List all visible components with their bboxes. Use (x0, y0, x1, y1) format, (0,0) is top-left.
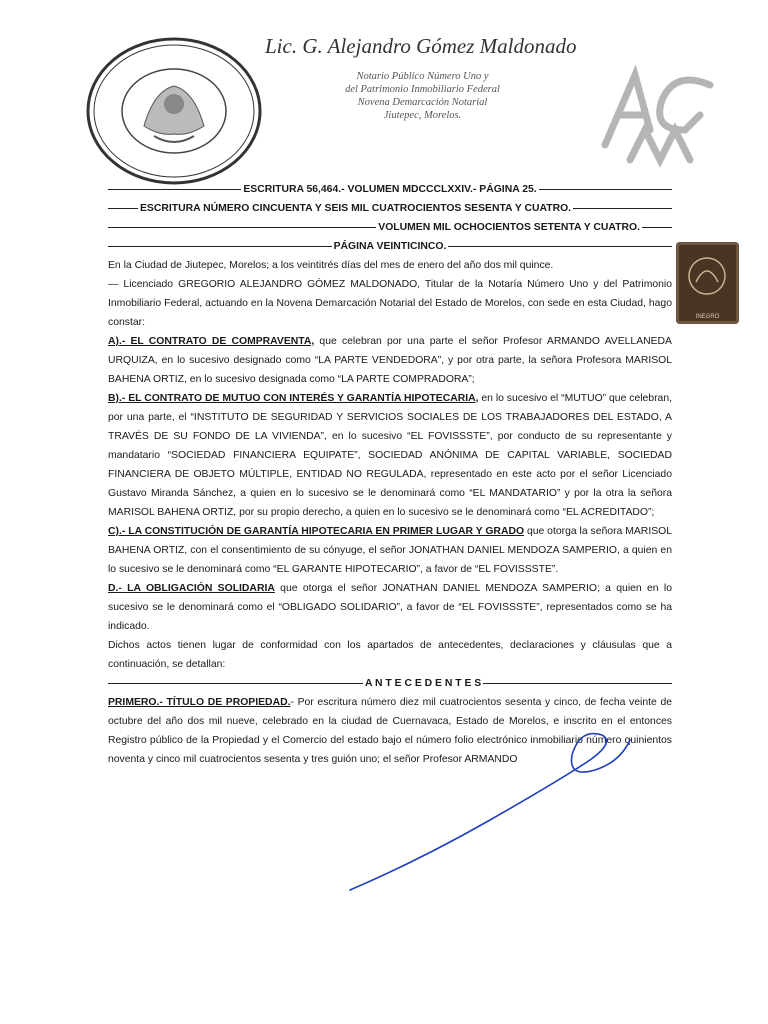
stamp-label: INEGRO (695, 314, 720, 320)
item-title: D.- LA OBLIGACIÓN SOLIDARIA (108, 583, 275, 594)
notary-line: del Patrimonio Inmobiliario Federal (345, 84, 500, 95)
primero-body: - Por escritura número diez mil cuatrocientos sesenta y cinco, de fecha veinte de octubre del año dos mil nueve, celebrado en la ciudad de Cuernavaca, Estado de Morelos, e inscrito en el entonces Registro público de la Propiedad y el Comercio del estado bajo el número folio electrónico inmobiliario número quinientos noventa y cinco mil cuatrocientos sesenta y tres guión uno; el señor Profesor ARMANDO (108, 697, 672, 765)
item-title: C).- LA CONSTITUCIÓN DE GARANTÍA HIPOTECARIA EN PRIMER LUGAR Y GRADO (108, 526, 525, 537)
heading-line: ESCRITURA NÚMERO CINCUENTA Y SEIS MIL CUATROCIENTOS SESENTA Y CUATRO. (108, 199, 672, 218)
item-b (108, 389, 672, 522)
notary-seal (84, 36, 264, 186)
antecedentes-heading: A N T E C E D E N T E S (108, 674, 672, 693)
item-body: en lo sucesivo el “MUTUO” que celebran, por una parte, el “INSTITUTO DE SEGURIDAD Y SERVICIOS SOCIALES DE LOS TRABAJADORES DEL ESTADO, A TRAVÉS DE SU FONDO DE LA VIVIENDA”, en lo sucesivo “EL FOVISSSTE”, por conducto de su representante y mandatario “SOCIEDAD FINANCIERA EQUIPATE”, SOCIEDAD ANÓNIMA DE CAPITAL VARIABLE, SOCIEDAD FINANCIERA DE OBJETO MÚLTIPLE, ENTIDAD NO REGULADA, representado en este acto por el señor Licenciado Gustavo Miranda Sánchez, a quien en lo sucesivo se le denominará como “EL MANDATARIO” y por la otra la señora MARISOL BAHENA ORTIZ, por su propio derecho, a quien en lo sucesivo se le denominará como “EL ACREDITADO”; (108, 393, 672, 518)
item-title: B).- EL CONTRATO DE MUTUO CON INTERÉS Y GARANTÍA HIPOTECARIA, (108, 393, 479, 404)
notary-line: Jiutepec, Morelos. (383, 110, 462, 121)
agm-monogram-logo (590, 60, 725, 170)
item-title: A).- EL CONTRATO DE COMPRAVENTA, (108, 336, 315, 347)
item-body: que otorga la señora MARISOL BAHENA ORTIZ, con el consentimiento de su cónyuge, el señor JONATHAN DANIEL MENDOZA SAMPERIO, a quien en lo sucesivo se le denominará como “EL GARANTE HIPOTECARIO”, a favor de “EL FOVISSSTE”. (108, 526, 672, 575)
intro-paragraph: En la Ciudad de Jiutepec, Morelos; a los veintitrés días del mes de enero del año dos mil quince. (108, 260, 554, 271)
item-body: que otorga el señor JONATHAN DANIEL MENDOZA SAMPERIO; a quien en lo sucesivo se le denominará como el “OBLIGADO SOLIDARIO”, a favor de “EL FOVISSSTE”, representados como se ha indicado. (108, 583, 673, 632)
document-body (108, 180, 672, 769)
intro-paragraph: — Licenciado GREGORIO ALEJANDRO GÓMEZ MALDONADO, Titular de la Notaría Número Uno y del Patrimonio Inmobiliario Federal, actuando en la Novena Demarcación Notarial del Estado de Morelos, con sede en esta Ciudad, hago constar: (108, 279, 672, 328)
item-c (108, 522, 672, 579)
heading-line: VOLUMEN MIL OCHOCIENTOS SETENTA Y CUATRO. (108, 218, 672, 237)
closing-paragraph: Dichos actos tienen lugar de conformidad con los apartados de antecedentes, declaraciones y cláusulas que a continuación, se detallan: (108, 640, 672, 670)
notary-subtitle (330, 70, 515, 122)
item-d (108, 579, 672, 636)
notary-name: Lic. G. Alejandro Gómez Maldonado (265, 34, 577, 58)
handwritten-signature (340, 720, 640, 900)
item-a (108, 332, 672, 389)
revenue-stamp (676, 242, 739, 324)
item-body: que celebran por una parte el señor Profesor ARMANDO AVELLANEDA URQUIZA, en lo sucesivo designado como “LA PARTE VENDEDORA”, y por otra parte, la señora Profesora MARISOL BAHENA ORTIZ, en lo sucesivo designada como “LA PARTE COMPRADORA”; (108, 336, 672, 385)
notary-line: Notario Público Número Uno y (356, 71, 489, 82)
stamp-emblem-icon (676, 242, 739, 312)
heading-line: PÁGINA VEINTICINCO. (108, 237, 672, 256)
heading-line: ESCRITURA 56,464.- VOLUMEN MDCCCLXXIV.- PÁGINA 25. (108, 180, 672, 199)
notary-line: Novena Demarcación Notarial (357, 97, 488, 108)
primero-title: PRIMERO.- TÍTULO DE PROPIEDAD. (108, 697, 291, 708)
